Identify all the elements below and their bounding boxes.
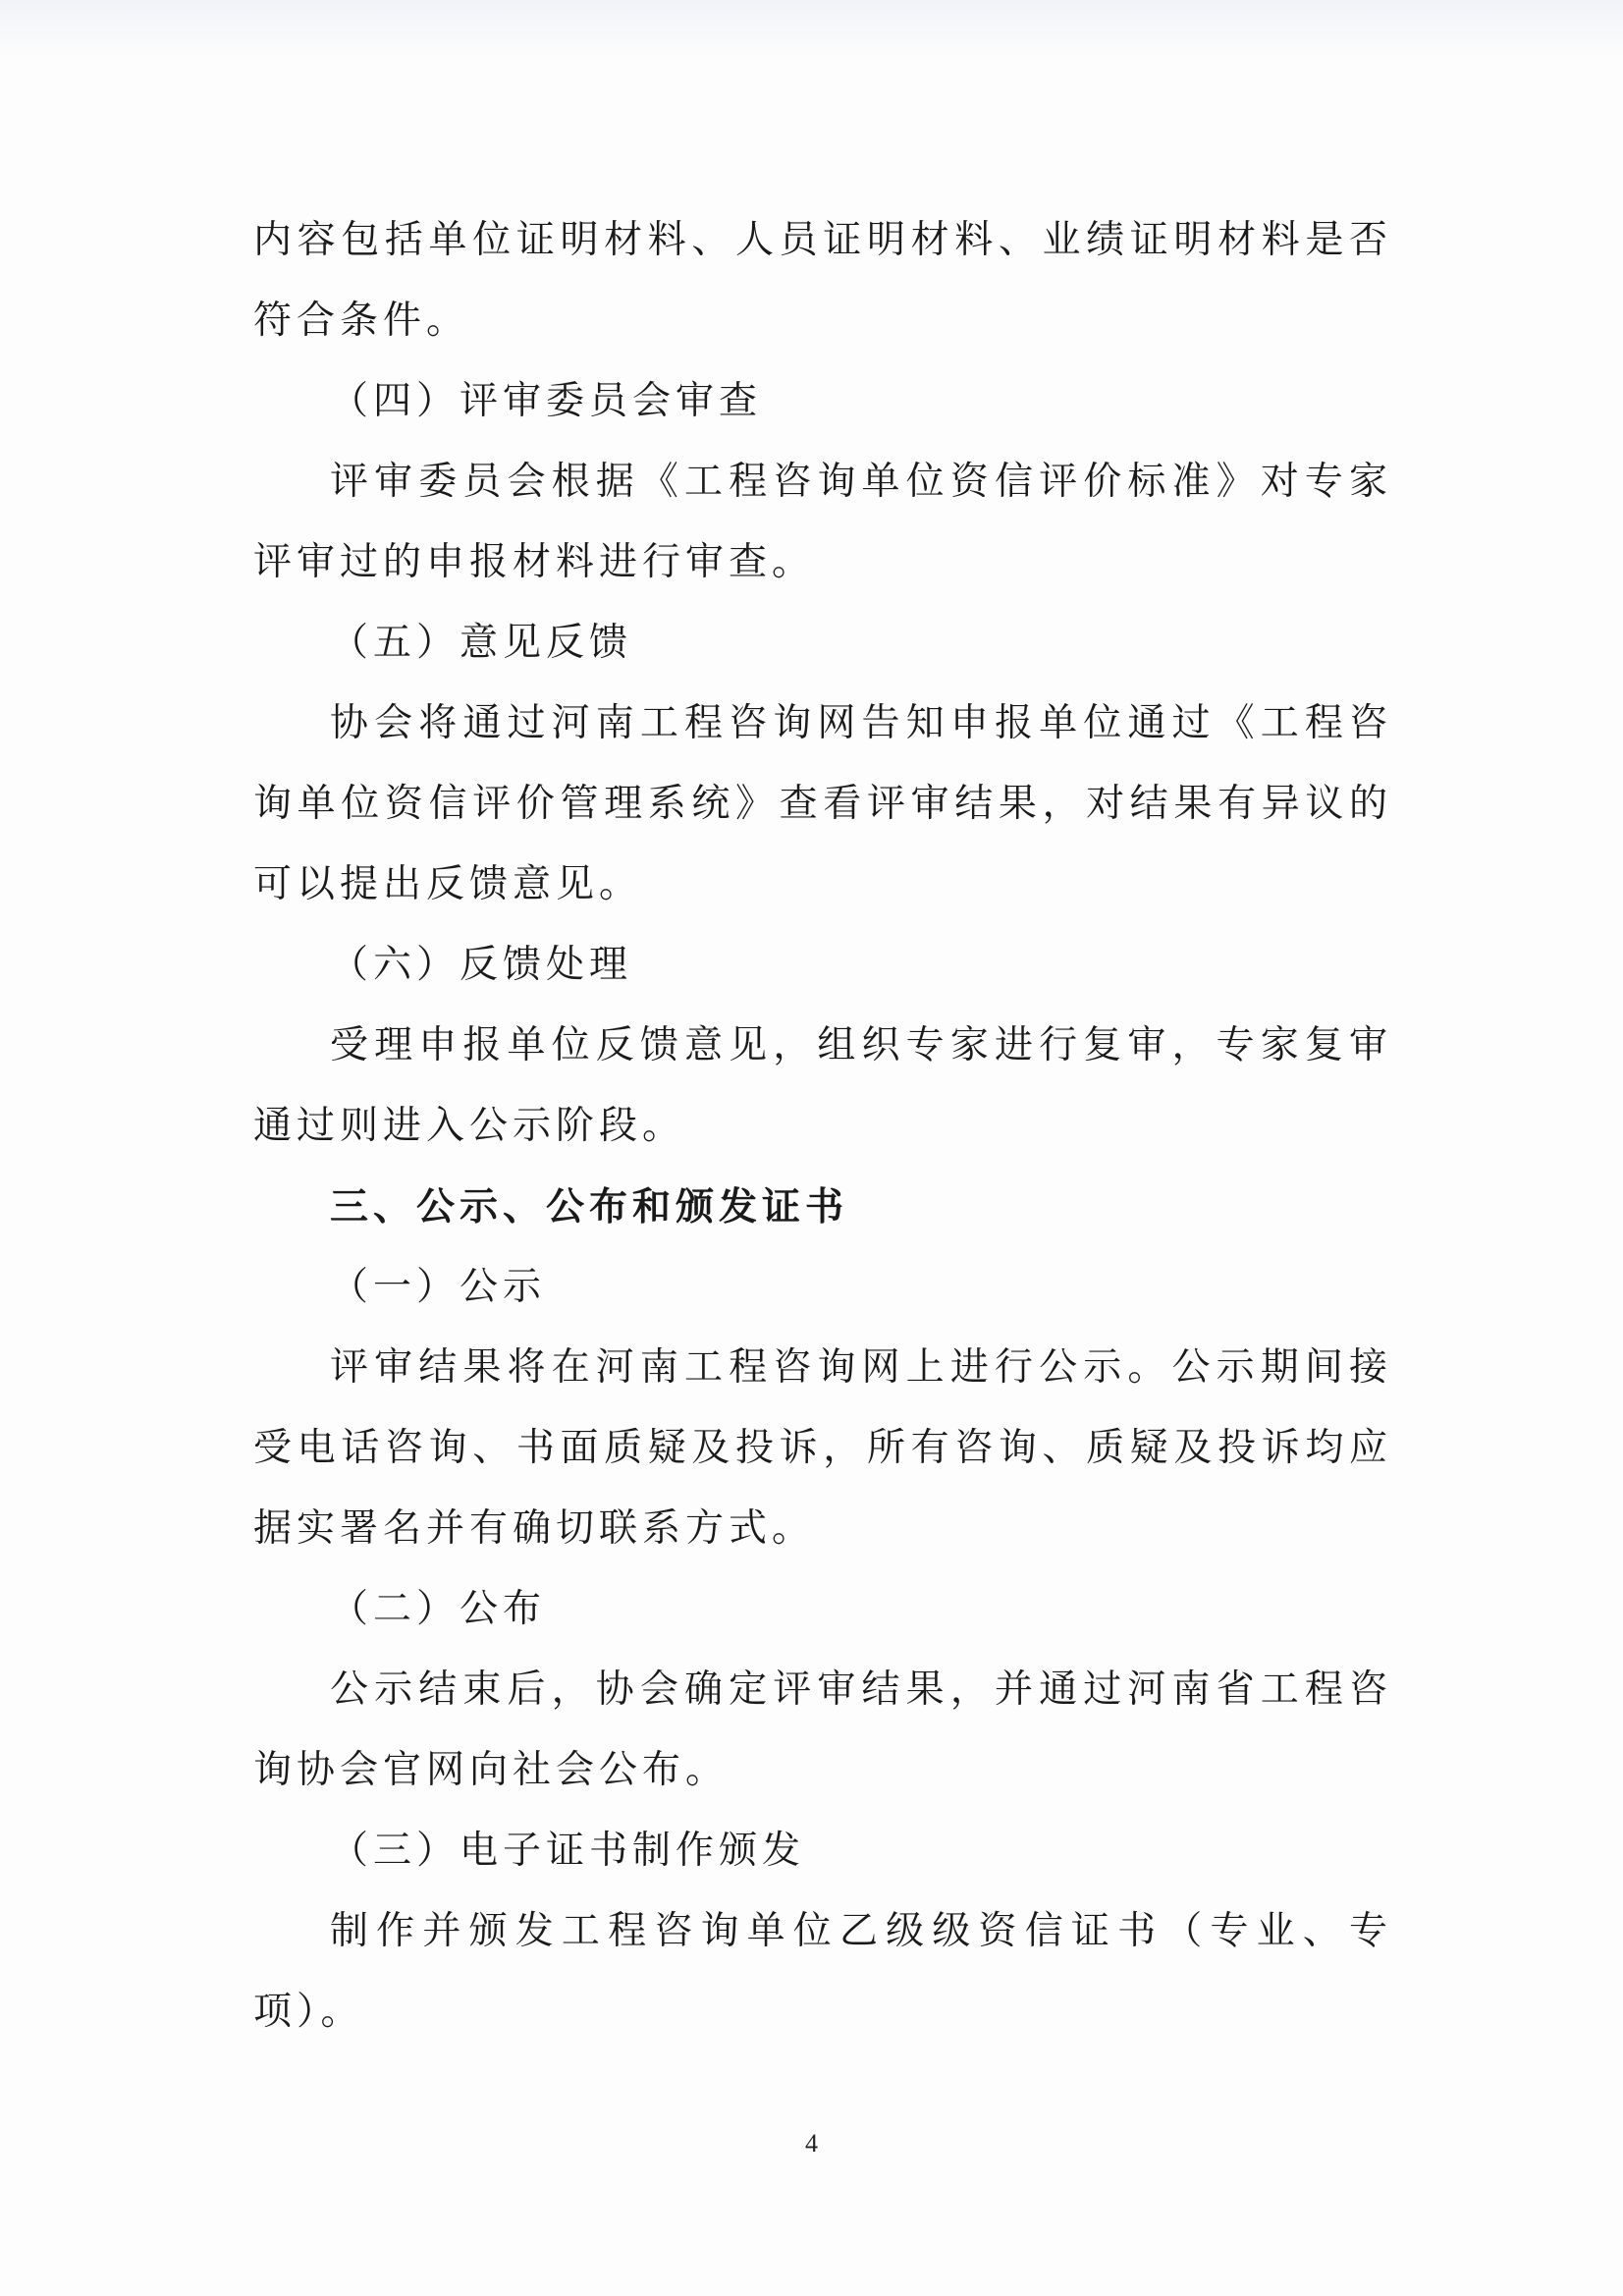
subheading-announcement: （二）公布 [330,1587,547,1631]
scan-edge-shading [0,0,1623,59]
paragraph-certificate: 制作并颁发工程咨询单位乙级级资信证书（专业、专项）。 [253,1909,1392,2034]
paragraph-continuation: 内容包括单位证明材料、人员证明材料、业绩证明材料是否符合条件。 [253,218,1392,343]
subheading-publicity: （一）公示 [330,1265,547,1309]
paragraph-publicity: 评审结果将在河南工程咨询网上进行公示。公示期间接受电话咨询、书面质疑及投诉，所有咨询、质疑及投诉均应据实署名并有确切联系方式。 [253,1345,1392,1551]
section-heading-publicity: 三、公示、公布和颁发证书 [330,1184,849,1230]
paragraph-feedback: 协会将通过河南工程咨询网告知申报单位通过《工程咨询单位资信评价管理系统》查看评审结果，对结果有异议的可以提出反馈意见。 [253,701,1392,906]
paragraph-feedback-handling: 受理申报单位反馈意见，组织专家进行复审，专家复审通过则进入公示阶段。 [253,1023,1392,1148]
subheading-feedback-handling: （六）反馈处理 [330,943,633,987]
paragraph-announcement: 公示结束后，协会确定评审结果，并通过河南省工程咨询协会官网向社会公布。 [253,1667,1392,1792]
subheading-feedback: （五）意见反馈 [330,621,633,665]
document-body [253,200,1392,2052]
subheading-certificate: （三）电子证书制作颁发 [330,1829,806,1873]
page-number: 4 [805,2129,818,2158]
subheading-committee-review: （四）评审委员会审查 [330,379,763,423]
paragraph-committee-review: 评审委员会根据《工程咨询单位资信评价标准》对专家评审过的申报材料进行审查。 [253,460,1392,584]
